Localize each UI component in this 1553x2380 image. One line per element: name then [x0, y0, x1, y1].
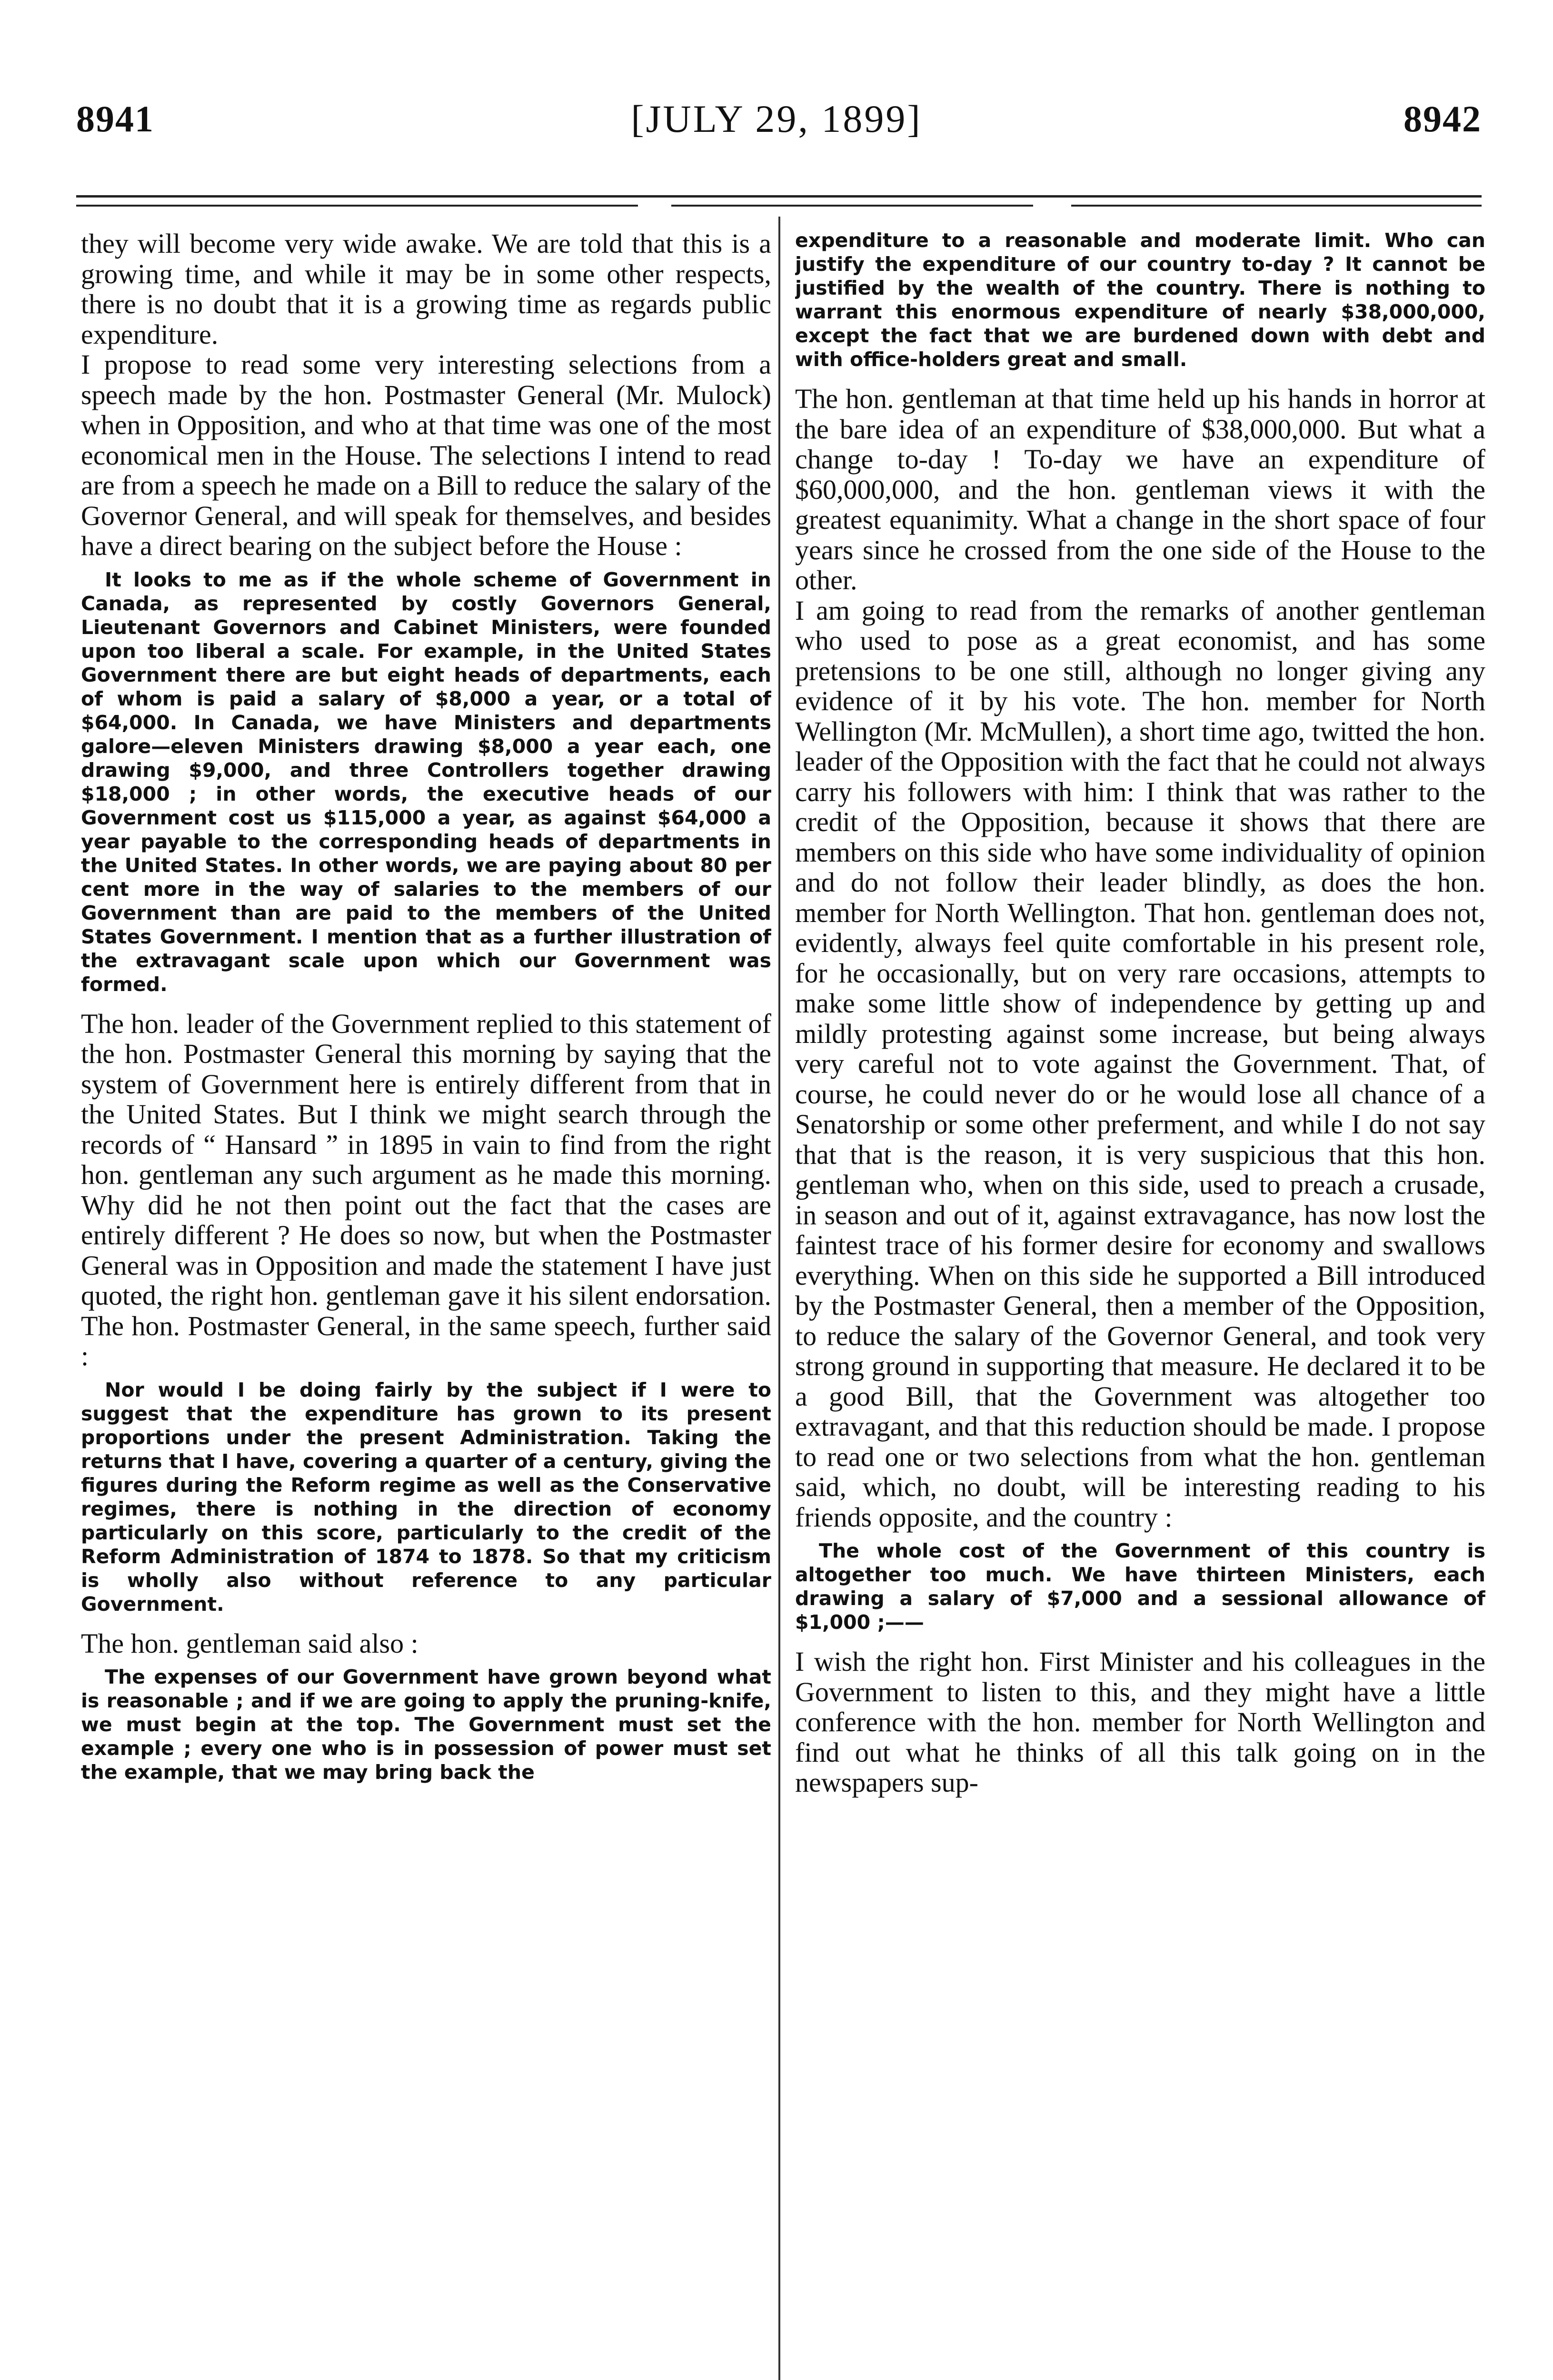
quoted-passage: The whole cost of the Government of this country is altogether too much. We have thirteen Ministers, each drawing a salary of $7,000 and a sessional allowance of $1,000 ;—— — [795, 1539, 1485, 1634]
paragraph: they will become very wide awake. We are told that this is a growing time, and while it may be in some other respects, there is no doubt that it is a growing time as regards public expenditure. — [81, 228, 771, 350]
header-rule-segment-left — [76, 205, 638, 207]
column-divider — [778, 217, 780, 2380]
left-column — [81, 228, 771, 2380]
paragraph: I wish the right hon. First Minister and his colleagues in the Government to listen to this, and they might have a little conference with the hon. member for North Wellington and find out what he thinks of all this talk going on in the newspapers sup- — [795, 1646, 1485, 1798]
left-page-number: 8941 — [76, 98, 154, 139]
header-rule-segment-right — [1071, 205, 1482, 207]
page-header — [0, 95, 1553, 152]
header-rule — [76, 195, 1482, 198]
quoted-passage: expenditure to a reasonable and moderate limit. Who can justify the expenditure of our country to-day ? It cannot be justified by the wealth of the country. There is nothing to warrant this enormous expenditure of nearly $38,000,000, except the fact that we are burdened down with debt and with office-holders great and small. — [795, 229, 1485, 371]
header-rule-segment-middle — [671, 205, 1033, 207]
right-column — [795, 228, 1485, 2380]
page-date: [JULY 29, 1899] — [631, 97, 922, 140]
right-page-number: 8942 — [1404, 98, 1482, 139]
paragraph: The hon. gentleman at that time held up his hands in horror at the bare idea of an expenditure of $38,000,000. But what a change to-day ! To-day we have an expenditure of $60,000,000, and the hon. gentleman views it with the greatest equanimity. What a change in the short space of four years since he crossed from the one side of the House to the other. — [795, 383, 1485, 595]
quoted-passage: Nor would I be doing fairly by the subject if I were to suggest that the expenditure has grown to its present proportions under the present Administration. Taking the returns that I have, covering a quarter of a century, giving the figures during the Reform regime as well as the Conservative regimes, there is nothing in the direction of economy particularly on this score, particularly to the credit of the Reform Administration of 1874 to 1878. So that my criticism is wholly also without reference to any particular Government. — [81, 1378, 771, 1616]
paragraph: The hon. gentleman said also : — [81, 1627, 418, 1659]
paragraph: I am going to read from the remarks of another gentleman who used to pose as a great economist, and has some pretensions to be one still, although no longer giving any evidence of it by his vote. The hon. member for North Wellington (Mr. McMullen), a short time ago, twitted the hon. leader of the Opposition with the fact that he could not always carry his followers with him: I think that was rather to the credit of the Opposition, because it shows that there are members on this side who have some individuality of opinion and do not follow their leader blindly, as does the hon. member for North Wellington. That hon. gentleman does not, evidently, always feel quite comfortable in his present role, for he occasionally, but on very rare occasions, attempts to make some little show of independence by getting up and mildly protesting against some increase, but being always very careful not to vote against the Government. That, of course, he could never do or he would lose all chance of a Senatorship or some other preferment, and while I do not say that that is the reason, it is very suspicious that this hon. gentleman who, when on this side, used to preach a crusade, in season and out of it, against extravagance, has now lost the faintest trace of his former desire for economy and swallows everything. When on this side he supported a Bill introduced by the Postmaster General, then a member of the Opposition, to reduce the salary of the Governor General, and took very strong ground in supporting that measure. He declared it to be a good Bill, that the Government was altogether too extravagant, and that this reduction should be made. I propose to read one or two selections from what the hon. gentleman said, which, no doubt, will be interesting reading to his friends opposite, and the country : — [795, 595, 1485, 1533]
paragraph: The hon. leader of the Government replied to this statement of the hon. Postmaster General this morning by saying that the system of Government here is entirely different from that in the United States. But I think we might search through the records of “ Hansard ” in 1895 in vain to find from the right hon. gentleman any such argument as he made this morning. Why did he not then point out the fact that the cases are entirely different ? He does so now, but when the Postmaster General was in Opposition and made the statement I have just quoted, the right hon. gentleman gave it his silent endorsation. The hon. Postmaster General, in the same speech, further said : — [81, 1008, 771, 1371]
paragraph: I propose to read some very interesting selections from a speech made by the hon. Postmaster General (Mr. Mulock) when in Opposition, and who at that time was one of the most economical men in the House. The selections I intend to read are from a speech he made on a Bill to reduce the salary of the Governor General, and will speak for themselves, and besides have a direct bearing on the subject before the House : — [81, 349, 771, 561]
quoted-passage: It looks to me as if the whole scheme of Government in Canada, as represented by costly Governors General, Lieutenant Governors and Cabinet Ministers, were founded upon too liberal a scale. For example, in the United States Government there are but eight heads of departments, each of whom is paid a salary of $8,000 a year, or a total of $64,000. In Canada, we have Ministers and departments galore—eleven Ministers drawing $8,000 a year each, one drawing $9,000, and three Controllers together drawing $18,000 ; in other words, the executive heads of our Government cost us $115,000 a year, as against $64,000 a year payable to the corresponding heads of departments in the United States. In other words, we are paying about 80 per cent more in the way of salaries to the members of our Government than are paid to the members of the United States Government. I mention that as a further illustration of the extravagant scale upon which our Government was formed. — [81, 568, 771, 996]
quoted-passage: The expenses of our Government have grown beyond what is reasonable ; and if we are going to apply the pruning-knife, we must begin at the top. The Government must set the example ; every one who is in possession of power must set the example, that we may bring back the — [81, 1666, 771, 1784]
